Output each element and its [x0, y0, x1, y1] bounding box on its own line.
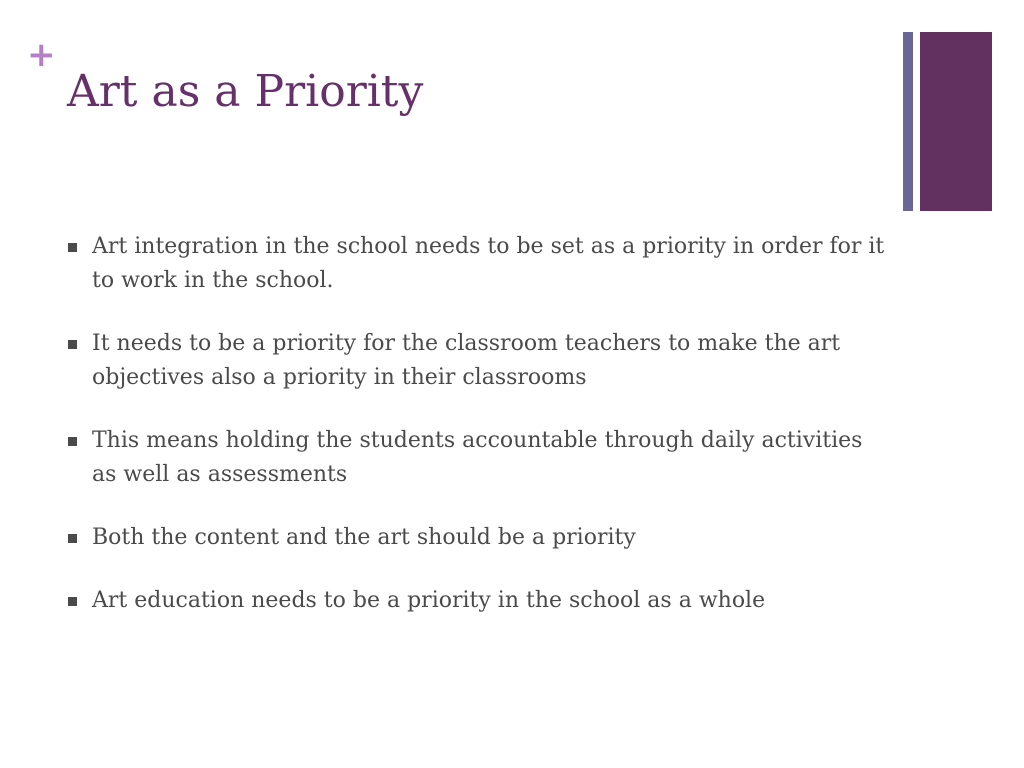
- bullet-text: Art integration in the school needs to be set as a priority in order for it to work in the school.: [92, 234, 885, 293]
- bullet-text: It needs to be a priority for the classroom teachers to make the art objectives also a priority in their classrooms: [92, 331, 841, 390]
- square-bullet-icon: [68, 437, 77, 446]
- bullet-text: Art education needs to be a priority in the school as a whole: [92, 588, 766, 613]
- bullet-item: [68, 327, 888, 395]
- square-bullet-icon: [68, 243, 77, 252]
- bullet-item: [68, 584, 888, 618]
- accent-bar-thin: [903, 32, 913, 211]
- square-bullet-icon: [68, 597, 77, 606]
- bullet-text: This means holding the students accountable through daily activities as well as assessments: [92, 428, 863, 487]
- bullet-list: [68, 230, 888, 647]
- plus-decoration: +: [27, 35, 56, 75]
- accent-bar-wide: [920, 32, 992, 211]
- bullet-text: Both the content and the art should be a priority: [92, 525, 636, 550]
- bullet-item: [68, 230, 888, 298]
- bullet-item: [68, 521, 888, 555]
- bullet-item: [68, 424, 888, 492]
- slide-title: Art as a Priority: [67, 66, 424, 117]
- square-bullet-icon: [68, 340, 77, 349]
- square-bullet-icon: [68, 534, 77, 543]
